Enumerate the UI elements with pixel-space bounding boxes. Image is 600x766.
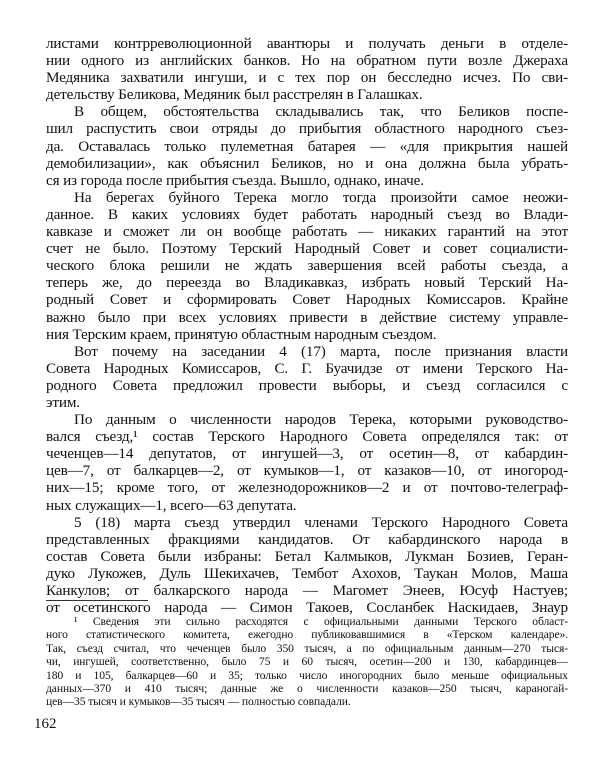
text-line: детельству Беликова, Медяник был расстрелян в Галашках. <box>46 86 423 104</box>
footnote-line: ¹ Сведения эти сильно расходятся с официальными данными Терского област- <box>74 615 568 628</box>
text-line: да. Оставалась только пулеметная батарея — «для прикрытия нашей <box>46 137 568 155</box>
text-line: данное. В каких условиях будет работать народный съезд во Влади- <box>46 205 568 223</box>
text-line: Канкулов; от балкарского народа — Магомет Энеев, Юсуф Настуев; <box>46 582 568 599</box>
text-line: теперь же, до переезда во Владикавказ, избрать новый Терский На- <box>46 274 568 292</box>
text-line: цев—7, от балкарцев—2, от кумыков—1, от казаков—10, от иногород- <box>46 462 568 480</box>
text-line: чеченцев—14 депутатов, от ингушей—3, от осетин—8, от кабардин- <box>46 445 568 463</box>
text-line: состав Совета были избраны: Бетал Калмыков, Лукман Бозиев, Геран- <box>46 547 568 565</box>
page-number: 162 <box>34 716 57 732</box>
footnote-line: 180 и 105, балкарцев—60 и 35; только число иногородних было меньше официальных <box>46 668 568 682</box>
text-line: важно было при всех условиях привести в действие систему управле- <box>46 308 568 326</box>
text-line: На берегах буйного Терека могло тогда произойти самое неожи- <box>74 188 568 206</box>
footnote <box>46 615 568 709</box>
main-text <box>46 35 568 616</box>
text-line: этим. <box>46 393 80 411</box>
text-line: родного Совета предложил провести выборы, и съезд согласился с <box>46 376 568 394</box>
text-line: шил распустить свои отряды до прибытия областного народного съез- <box>46 120 568 138</box>
text-line: от осетинского народа — Симон Такоев, Сосланбек Наскидаев, Знаур <box>46 599 568 617</box>
text-line: ся из города после прибытия съезда. Вышло, однако, иначе. <box>46 171 424 189</box>
text-line: родный Совет и сформировать Совет Народных Комиссаров. Крайне <box>46 291 568 309</box>
text-line: Медяника захватили ингуши, и с тех пор он бесследно исчез. По сви- <box>46 69 568 87</box>
text-line: демобилизации», как объяснил Беликов, но и она должна была убрать- <box>46 154 568 172</box>
footnote-divider <box>46 600 148 601</box>
text-line: листами контрреволюционной авантюры и получать деньги в отделе- <box>46 35 568 52</box>
text-line: 5 (18) марта съезд утвердил членами Терского Народного Совета <box>74 513 568 531</box>
text-line: вался съезд,¹ состав Терского Народного Совета определялся так: от <box>46 428 568 446</box>
text-line: представленных фракциями кандидатов. От кабардинского народа в <box>46 530 568 548</box>
text-line: Вот почему на заседании 4 (17) марта, после признания власти <box>74 342 568 360</box>
text-line: счет не было. Поэтому Терский Народный Совет и совет социалисти- <box>46 240 568 258</box>
footnote-line: чи, ингушей, соответственно, было 75 и 60 тысяч, осетин—200 и 130, кабардинцев— <box>46 655 568 669</box>
text-line: В общем, обстоятельства складывались так, что Беликов поспе- <box>74 103 568 121</box>
footnote-line: ного статистического комитета, ежегодно публиковавшимися в «Терском календаре». <box>46 628 568 642</box>
footnote-line: Так, съезд считал, что чеченцев было 350 тысяч, а по официальным данным—270 тыся- <box>46 641 568 655</box>
text-line: Совета Народных Комиссаров, С. Г. Буачидзе от имени Терского На- <box>46 359 568 377</box>
footnote-line: цев—35 тысяч и кумыков—35 тысяч — полностью совпадали. <box>46 695 351 709</box>
text-line: них—15; кроме того, от железнодорожников—2 и от почтово-телеграф- <box>46 479 568 497</box>
text-line: нии одного из английских банков. Но на обратном пути возле Джераха <box>46 52 568 70</box>
footnote-line: данных—370 и 410 тысяч; данные же о численности казаков—250 тысяч, караногай- <box>46 682 568 696</box>
text-line: дуко Лукожев, Дуль Шекихачев, Тембот Ахохов, Таукан Молов, Маша <box>46 564 568 582</box>
text-line: ния Терским краем, принятую областным народным съездом. <box>46 325 437 343</box>
text-line: ных служащих—1, всего—63 депутата. <box>46 496 297 514</box>
text-line: По данным о численности народов Терека, которыми руководство- <box>74 411 568 429</box>
text-line: ческого блока решили не ждать завершения всей работы съезда, а <box>46 257 568 275</box>
text-line: кавказе и сможет ли он вообще работать — никаких гарантий на этот <box>46 223 568 241</box>
